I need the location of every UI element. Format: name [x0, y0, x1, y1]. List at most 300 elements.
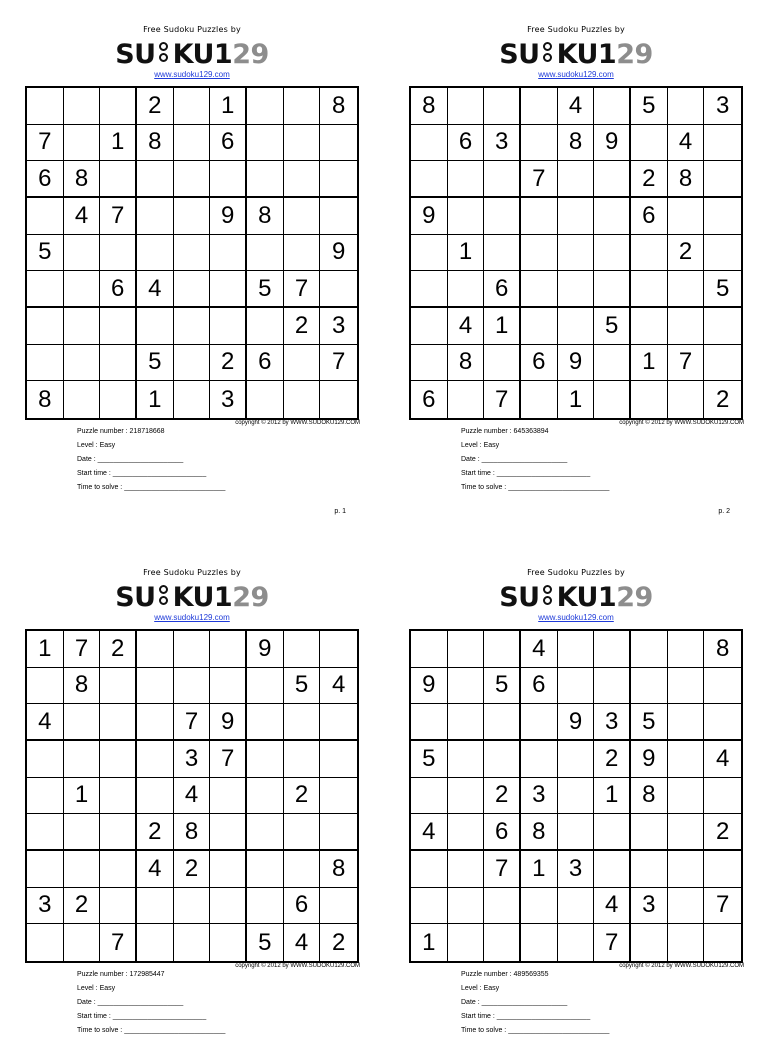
sudoku-cell[interactable]	[484, 88, 521, 125]
sudoku-cell[interactable]	[448, 88, 485, 125]
sudoku-cell[interactable]	[594, 814, 631, 851]
sudoku-cell[interactable]: 1	[448, 235, 485, 272]
sudoku-cell[interactable]	[448, 704, 485, 741]
sudoku-cell[interactable]	[137, 631, 174, 668]
sudoku-cell[interactable]	[284, 125, 321, 162]
sudoku-cell[interactable]: 9	[210, 198, 247, 235]
sudoku-cell[interactable]	[558, 308, 595, 345]
sudoku-cell[interactable]	[320, 198, 357, 235]
sudoku-cell[interactable]	[448, 888, 485, 925]
sudoku-cell[interactable]	[448, 668, 485, 705]
sudoku-cell[interactable]: 9	[210, 704, 247, 741]
sudoku-cell[interactable]	[247, 161, 284, 198]
sudoku-cell[interactable]	[594, 668, 631, 705]
sudoku-cell[interactable]	[704, 704, 741, 741]
sudoku-cell[interactable]	[594, 198, 631, 235]
sudoku-cell[interactable]: 8	[631, 778, 668, 815]
sudoku-cell[interactable]	[247, 88, 284, 125]
sudoku-cell[interactable]	[320, 778, 357, 815]
sudoku-cell[interactable]	[484, 741, 521, 778]
sudoku-cell[interactable]	[668, 851, 705, 888]
sudoku-cell[interactable]	[521, 888, 558, 925]
sudoku-cell[interactable]: 6	[484, 814, 521, 851]
sudoku-cell[interactable]	[484, 924, 521, 961]
sudoku-cell[interactable]: 5	[411, 741, 448, 778]
sudoku-cell[interactable]	[448, 741, 485, 778]
sudoku-cell[interactable]: 9	[411, 198, 448, 235]
sudoku-cell[interactable]	[594, 381, 631, 418]
sudoku-cell[interactable]	[558, 888, 595, 925]
sudoku-cell[interactable]	[594, 631, 631, 668]
sudoku-cell[interactable]: 5	[247, 271, 284, 308]
sudoku-cell[interactable]	[27, 851, 64, 888]
sudoku-cell[interactable]	[448, 851, 485, 888]
sudoku-cell[interactable]	[27, 778, 64, 815]
sudoku-cell[interactable]	[174, 345, 211, 382]
sudoku-cell[interactable]	[448, 161, 485, 198]
sudoku-cell[interactable]: 9	[594, 125, 631, 162]
sudoku-cell[interactable]: 3	[631, 888, 668, 925]
sudoku-cell[interactable]	[704, 308, 741, 345]
sudoku-cell[interactable]	[284, 814, 321, 851]
sudoku-cell[interactable]	[631, 271, 668, 308]
sudoku-cell[interactable]	[704, 125, 741, 162]
sudoku-cell[interactable]: 2	[137, 814, 174, 851]
site-link[interactable]: www.sudoku129.com	[154, 613, 230, 622]
sudoku-cell[interactable]	[411, 235, 448, 272]
sudoku-cell[interactable]	[27, 88, 64, 125]
sudoku-cell[interactable]	[411, 308, 448, 345]
sudoku-cell[interactable]: 5	[704, 271, 741, 308]
sudoku-cell[interactable]: 8	[320, 88, 357, 125]
sudoku-cell[interactable]	[137, 924, 174, 961]
sudoku-cell[interactable]: 7	[27, 125, 64, 162]
sudoku-cell[interactable]: 6	[521, 345, 558, 382]
sudoku-cell[interactable]	[284, 381, 321, 418]
sudoku-cell[interactable]	[411, 631, 448, 668]
sudoku-cell[interactable]	[521, 271, 558, 308]
sudoku-cell[interactable]	[100, 888, 137, 925]
sudoku-cell[interactable]: 2	[100, 631, 137, 668]
sudoku-cell[interactable]	[594, 88, 631, 125]
sudoku-cell[interactable]: 3	[558, 851, 595, 888]
sudoku-cell[interactable]	[631, 235, 668, 272]
sudoku-cell[interactable]	[484, 198, 521, 235]
sudoku-cell[interactable]	[704, 778, 741, 815]
sudoku-cell[interactable]: 6	[484, 271, 521, 308]
sudoku-cell[interactable]	[27, 345, 64, 382]
sudoku-cell[interactable]: 4	[284, 924, 321, 961]
sudoku-cell[interactable]	[668, 271, 705, 308]
sudoku-cell[interactable]	[668, 924, 705, 961]
sudoku-cell[interactable]	[594, 271, 631, 308]
sudoku-cell[interactable]	[210, 668, 247, 705]
sudoku-cell[interactable]: 6	[247, 345, 284, 382]
sudoku-cell[interactable]: 4	[27, 704, 64, 741]
sudoku-cell[interactable]	[137, 308, 174, 345]
sudoku-cell[interactable]: 9	[558, 704, 595, 741]
sudoku-cell[interactable]: 7	[100, 924, 137, 961]
sudoku-cell[interactable]	[64, 814, 101, 851]
sudoku-cell[interactable]	[247, 235, 284, 272]
sudoku-cell[interactable]: 8	[64, 668, 101, 705]
sudoku-cell[interactable]: 7	[521, 161, 558, 198]
sudoku-cell[interactable]	[137, 778, 174, 815]
site-link[interactable]: www.sudoku129.com	[154, 70, 230, 79]
sudoku-cell[interactable]: 2	[137, 88, 174, 125]
sudoku-cell[interactable]	[668, 704, 705, 741]
sudoku-cell[interactable]	[100, 851, 137, 888]
sudoku-cell[interactable]: 4	[448, 308, 485, 345]
sudoku-cell[interactable]	[668, 308, 705, 345]
sudoku-cell[interactable]	[558, 924, 595, 961]
sudoku-cell[interactable]: 3	[320, 308, 357, 345]
sudoku-cell[interactable]	[174, 631, 211, 668]
sudoku-cell[interactable]	[284, 161, 321, 198]
sudoku-cell[interactable]	[704, 235, 741, 272]
sudoku-cell[interactable]	[631, 381, 668, 418]
sudoku-cell[interactable]	[27, 271, 64, 308]
sudoku-cell[interactable]	[594, 851, 631, 888]
sudoku-cell[interactable]	[284, 704, 321, 741]
sudoku-cell[interactable]	[247, 381, 284, 418]
sudoku-cell[interactable]	[448, 198, 485, 235]
sudoku-cell[interactable]: 3	[210, 381, 247, 418]
sudoku-cell[interactable]	[174, 125, 211, 162]
sudoku-cell[interactable]	[137, 741, 174, 778]
sudoku-cell[interactable]: 7	[64, 631, 101, 668]
sudoku-cell[interactable]	[558, 161, 595, 198]
sudoku-cell[interactable]	[284, 198, 321, 235]
sudoku-cell[interactable]: 1	[594, 778, 631, 815]
sudoku-cell[interactable]: 5	[594, 308, 631, 345]
sudoku-cell[interactable]	[284, 88, 321, 125]
sudoku-cell[interactable]	[27, 924, 64, 961]
sudoku-cell[interactable]	[100, 741, 137, 778]
sudoku-cell[interactable]	[210, 888, 247, 925]
sudoku-cell[interactable]	[100, 235, 137, 272]
sudoku-cell[interactable]: 2	[715, 385, 730, 413]
sudoku-cell[interactable]	[521, 235, 558, 272]
sudoku-cell[interactable]	[448, 271, 485, 308]
sudoku-cell[interactable]	[448, 381, 485, 418]
sudoku-cell[interactable]	[631, 814, 668, 851]
sudoku-cell[interactable]: 1	[558, 381, 595, 418]
sudoku-cell[interactable]: 4	[411, 814, 448, 851]
sudoku-cell[interactable]: 8	[27, 381, 64, 418]
sudoku-cell[interactable]	[284, 235, 321, 272]
sudoku-cell[interactable]	[174, 161, 211, 198]
sudoku-cell[interactable]	[320, 125, 357, 162]
sudoku-cell[interactable]	[137, 161, 174, 198]
sudoku-cell[interactable]: 7	[704, 888, 741, 925]
sudoku-cell[interactable]	[411, 125, 448, 162]
sudoku-cell[interactable]	[64, 851, 101, 888]
sudoku-cell[interactable]	[247, 814, 284, 851]
sudoku-cell[interactable]: 3	[484, 125, 521, 162]
sudoku-cell[interactable]	[100, 308, 137, 345]
sudoku-cell[interactable]: 5	[247, 924, 284, 961]
sudoku-cell[interactable]	[521, 381, 558, 418]
sudoku-cell[interactable]	[448, 924, 485, 961]
sudoku-cell[interactable]	[521, 198, 558, 235]
sudoku-cell[interactable]: 7	[668, 345, 705, 382]
sudoku-cell[interactable]	[64, 271, 101, 308]
sudoku-cell[interactable]	[594, 161, 631, 198]
sudoku-cell[interactable]: 8	[521, 814, 558, 851]
sudoku-cell[interactable]	[64, 345, 101, 382]
sudoku-cell[interactable]: 1	[411, 924, 448, 961]
sudoku-cell[interactable]	[64, 924, 101, 961]
sudoku-cell[interactable]	[484, 161, 521, 198]
sudoku-cell[interactable]: 7	[284, 271, 321, 308]
sudoku-cell[interactable]: 5	[27, 235, 64, 272]
sudoku-cell[interactable]	[247, 778, 284, 815]
sudoku-cell[interactable]	[668, 668, 705, 705]
sudoku-cell[interactable]	[704, 161, 741, 198]
sudoku-cell[interactable]: 6	[448, 125, 485, 162]
sudoku-cell[interactable]	[484, 235, 521, 272]
sudoku-cell[interactable]	[631, 308, 668, 345]
sudoku-cell[interactable]: 6	[411, 381, 448, 418]
sudoku-cell[interactable]	[100, 88, 137, 125]
sudoku-cell[interactable]	[27, 308, 64, 345]
sudoku-cell[interactable]	[27, 814, 64, 851]
sudoku-cell[interactable]	[411, 778, 448, 815]
sudoku-cell[interactable]: 8	[174, 814, 211, 851]
sudoku-cell[interactable]	[174, 888, 211, 925]
sudoku-cell[interactable]: 8	[704, 631, 741, 668]
sudoku-cell[interactable]: 3	[704, 88, 741, 125]
sudoku-cell[interactable]	[521, 88, 558, 125]
sudoku-cell[interactable]	[521, 924, 558, 961]
sudoku-cell[interactable]	[100, 345, 137, 382]
sudoku-cell[interactable]: 1	[100, 125, 137, 162]
sudoku-cell[interactable]: 1	[484, 308, 521, 345]
sudoku-cell[interactable]: 7	[210, 741, 247, 778]
sudoku-cell[interactable]	[284, 851, 321, 888]
sudoku-cell[interactable]	[411, 345, 448, 382]
sudoku-cell[interactable]	[210, 814, 247, 851]
sudoku-cell[interactable]: 2	[484, 778, 521, 815]
sudoku-cell[interactable]	[448, 814, 485, 851]
sudoku-cell[interactable]	[210, 778, 247, 815]
sudoku-cell[interactable]: 8	[668, 161, 705, 198]
sudoku-cell[interactable]	[174, 668, 211, 705]
sudoku-cell[interactable]	[668, 198, 705, 235]
sudoku-cell[interactable]	[100, 814, 137, 851]
sudoku-cell[interactable]	[64, 125, 101, 162]
sudoku-cell[interactable]	[100, 778, 137, 815]
sudoku-cell[interactable]: 7	[484, 381, 521, 418]
sudoku-cell[interactable]	[668, 814, 705, 851]
sudoku-cell[interactable]	[558, 271, 595, 308]
sudoku-cell[interactable]	[210, 851, 247, 888]
sudoku-cell[interactable]: 7	[320, 345, 357, 382]
sudoku-cell[interactable]	[558, 198, 595, 235]
sudoku-cell[interactable]	[411, 851, 448, 888]
sudoku-cell[interactable]	[284, 631, 321, 668]
sudoku-cell[interactable]: 1	[210, 88, 247, 125]
sudoku-cell[interactable]	[631, 668, 668, 705]
sudoku-cell[interactable]	[64, 88, 101, 125]
sudoku-cell[interactable]	[247, 851, 284, 888]
sudoku-cell[interactable]	[558, 631, 595, 668]
sudoku-cell[interactable]	[411, 888, 448, 925]
sudoku-cell[interactable]: 4	[704, 741, 741, 778]
sudoku-cell[interactable]: 9	[247, 631, 284, 668]
sudoku-cell[interactable]: 8	[558, 125, 595, 162]
sudoku-cell[interactable]	[484, 888, 521, 925]
sudoku-cell[interactable]	[100, 381, 137, 418]
sudoku-cell[interactable]	[320, 741, 357, 778]
sudoku-cell[interactable]: 7	[594, 924, 631, 961]
sudoku-cell[interactable]: 2	[594, 741, 631, 778]
sudoku-cell[interactable]: 2	[704, 814, 741, 851]
sudoku-cell[interactable]: 4	[320, 668, 357, 705]
sudoku-cell[interactable]	[704, 198, 741, 235]
sudoku-cell[interactable]	[484, 631, 521, 668]
sudoku-cell[interactable]	[247, 668, 284, 705]
sudoku-cell[interactable]	[210, 161, 247, 198]
sudoku-cell[interactable]	[668, 381, 705, 418]
sudoku-cell[interactable]	[320, 704, 357, 741]
sudoku-cell[interactable]: 5	[631, 88, 668, 125]
sudoku-cell[interactable]	[411, 161, 448, 198]
sudoku-cell[interactable]: 3	[27, 888, 64, 925]
sudoku-cell[interactable]: 4	[521, 631, 558, 668]
sudoku-cell[interactable]: 6	[100, 271, 137, 308]
sudoku-cell[interactable]	[247, 125, 284, 162]
sudoku-cell[interactable]	[594, 235, 631, 272]
sudoku-cell[interactable]: 8	[247, 198, 284, 235]
sudoku-cell[interactable]	[411, 704, 448, 741]
sudoku-cell[interactable]	[704, 924, 741, 961]
sudoku-cell[interactable]	[411, 271, 448, 308]
sudoku-cell[interactable]: 4	[137, 851, 174, 888]
sudoku-cell[interactable]	[210, 924, 247, 961]
sudoku-cell[interactable]	[64, 381, 101, 418]
sudoku-cell[interactable]: 5	[484, 668, 521, 705]
sudoku-cell[interactable]	[704, 668, 741, 705]
sudoku-cell[interactable]	[210, 631, 247, 668]
sudoku-cell[interactable]: 5	[631, 704, 668, 741]
sudoku-cell[interactable]: 7	[484, 851, 521, 888]
sudoku-cell[interactable]: 1	[64, 778, 101, 815]
sudoku-cell[interactable]	[64, 308, 101, 345]
sudoku-cell[interactable]	[27, 668, 64, 705]
sudoku-cell[interactable]	[27, 741, 64, 778]
site-link[interactable]: www.sudoku129.com	[538, 70, 614, 79]
sudoku-cell[interactable]	[100, 704, 137, 741]
sudoku-cell[interactable]: 2	[331, 928, 346, 956]
sudoku-cell[interactable]	[521, 125, 558, 162]
sudoku-cell[interactable]	[64, 235, 101, 272]
sudoku-cell[interactable]: 7	[174, 704, 211, 741]
sudoku-cell[interactable]: 6	[210, 125, 247, 162]
sudoku-cell[interactable]	[284, 345, 321, 382]
sudoku-cell[interactable]	[668, 741, 705, 778]
sudoku-cell[interactable]	[247, 888, 284, 925]
sudoku-cell[interactable]	[137, 198, 174, 235]
sudoku-cell[interactable]	[174, 924, 211, 961]
sudoku-cell[interactable]	[320, 381, 357, 418]
sudoku-cell[interactable]	[137, 704, 174, 741]
sudoku-cell[interactable]	[174, 235, 211, 272]
sudoku-cell[interactable]	[631, 851, 668, 888]
sudoku-cell[interactable]: 9	[320, 235, 357, 272]
sudoku-cell[interactable]	[631, 924, 668, 961]
sudoku-cell[interactable]	[27, 198, 64, 235]
sudoku-cell[interactable]: 1	[521, 851, 558, 888]
site-link[interactable]: www.sudoku129.com	[538, 613, 614, 622]
sudoku-cell[interactable]	[174, 88, 211, 125]
sudoku-cell[interactable]	[320, 631, 357, 668]
sudoku-cell[interactable]	[320, 814, 357, 851]
sudoku-cell[interactable]: 2	[668, 235, 705, 272]
sudoku-cell[interactable]	[704, 851, 741, 888]
sudoku-cell[interactable]: 4	[594, 888, 631, 925]
sudoku-cell[interactable]: 2	[284, 778, 321, 815]
sudoku-cell[interactable]: 6	[521, 668, 558, 705]
sudoku-cell[interactable]	[558, 235, 595, 272]
sudoku-cell[interactable]: 8	[137, 125, 174, 162]
sudoku-cell[interactable]: 4	[174, 778, 211, 815]
sudoku-cell[interactable]	[448, 778, 485, 815]
sudoku-cell[interactable]: 4	[64, 198, 101, 235]
sudoku-cell[interactable]	[174, 381, 211, 418]
sudoku-cell[interactable]	[320, 271, 357, 308]
sudoku-cell[interactable]: 2	[210, 345, 247, 382]
sudoku-cell[interactable]	[521, 741, 558, 778]
sudoku-cell[interactable]	[174, 308, 211, 345]
sudoku-cell[interactable]: 8	[411, 88, 448, 125]
sudoku-cell[interactable]: 9	[411, 668, 448, 705]
sudoku-cell[interactable]: 8	[320, 851, 357, 888]
sudoku-cell[interactable]	[668, 88, 705, 125]
sudoku-cell[interactable]	[174, 198, 211, 235]
sudoku-cell[interactable]: 7	[100, 198, 137, 235]
sudoku-cell[interactable]	[100, 161, 137, 198]
sudoku-cell[interactable]	[704, 345, 741, 382]
sudoku-cell[interactable]	[137, 235, 174, 272]
sudoku-cell[interactable]: 4	[137, 271, 174, 308]
sudoku-cell[interactable]: 2	[174, 851, 211, 888]
sudoku-cell[interactable]	[558, 668, 595, 705]
sudoku-cell[interactable]: 3	[594, 704, 631, 741]
sudoku-cell[interactable]: 2	[284, 308, 321, 345]
sudoku-cell[interactable]	[320, 888, 357, 925]
sudoku-cell[interactable]	[668, 888, 705, 925]
sudoku-cell[interactable]: 6	[27, 161, 64, 198]
sudoku-cell[interactable]	[64, 704, 101, 741]
sudoku-cell[interactable]: 5	[137, 345, 174, 382]
sudoku-cell[interactable]	[448, 631, 485, 668]
sudoku-cell[interactable]	[210, 271, 247, 308]
sudoku-cell[interactable]	[100, 668, 137, 705]
sudoku-cell[interactable]	[137, 668, 174, 705]
sudoku-cell[interactable]: 1	[27, 631, 64, 668]
sudoku-cell[interactable]	[558, 778, 595, 815]
sudoku-cell[interactable]: 3	[174, 741, 211, 778]
sudoku-cell[interactable]	[558, 741, 595, 778]
sudoku-cell[interactable]: 2	[64, 888, 101, 925]
sudoku-cell[interactable]: 8	[448, 345, 485, 382]
sudoku-cell[interactable]: 9	[558, 345, 595, 382]
sudoku-cell[interactable]	[484, 704, 521, 741]
sudoku-cell[interactable]	[558, 814, 595, 851]
sudoku-cell[interactable]	[137, 888, 174, 925]
